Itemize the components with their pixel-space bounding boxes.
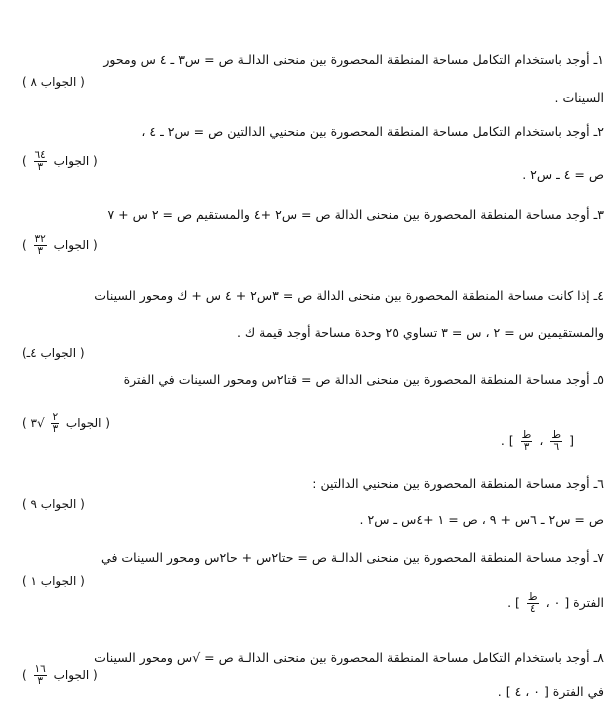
answer-close: ) xyxy=(22,238,27,252)
answer-fraction xyxy=(51,412,59,435)
question-5-interval xyxy=(501,430,574,453)
fraction-numerator: ط xyxy=(551,429,562,441)
question-2-answer xyxy=(22,150,98,173)
question-4-text-cont: والمستقيمين س = ٢ ، س = ٣ تساوي ٢٥ وحدة مساحة أوجد قيمة ك . xyxy=(236,325,604,340)
question-5-answer xyxy=(22,412,110,435)
fraction-denominator: ٣ xyxy=(52,423,59,435)
question-7-text: ٧ـ أوجد مساحة المنطقة المحصورة بين منحنى الدالـة ص = حتا٢س + حا٢س ومحور السينات في xyxy=(101,550,604,565)
answer-close: ) xyxy=(22,416,27,430)
interval-lower-fraction xyxy=(521,430,533,453)
fraction-numerator: ط xyxy=(527,591,538,603)
question-8-answer xyxy=(22,664,98,687)
question-2-text: ٢ـ أوجد باستخدام التكامل مساحة المنطقة المحصورة بين منحنيي الدالتين ص = س٢ ـ ٤ ، xyxy=(141,124,604,139)
fraction-denominator: ٣ xyxy=(37,161,43,173)
answer-label: ( الجواب xyxy=(65,416,110,430)
answer-label: ( الجواب xyxy=(53,154,98,168)
interval-prefix: الفترة [ ٠ ، xyxy=(545,595,604,610)
fraction-denominator: ٣ xyxy=(523,441,530,453)
answer-fraction xyxy=(34,150,47,173)
question-8-text: ٨ـ أوجد باستخدام التكامل مساحة المنطقة المحصورة بين منحنى الدالـة ص = √س ومحور السينات xyxy=(94,650,604,665)
question-7-answer: ( الجواب ١ ) xyxy=(22,574,85,588)
question-6-text: ٦ـ أوجد مساحة المنطقة المحصورة بين منحنيي الدالتين : xyxy=(312,476,604,491)
question-4-text: ٤ـ إذا كانت مساحة المنطقة المحصورة بين منحنى الدالة ص = ٣س٢ + ٤ س + ك ومحور السينات xyxy=(94,288,604,303)
answer-label: ( الجواب xyxy=(53,238,98,252)
fraction-numerator: ٢ xyxy=(52,411,59,423)
fraction-denominator: ٤ xyxy=(529,603,536,615)
interval-suffix: ] . xyxy=(507,595,520,610)
question-1-answer: ( الجواب ٨ ) xyxy=(22,75,85,89)
question-8-text-cont: في الفترة [ ٠ ، ٤ ] . xyxy=(497,684,604,699)
question-2-text-cont: ص = ٤ ـ س٢ . xyxy=(522,167,604,182)
question-4-answer: ( الجواب ٤ـ) xyxy=(22,346,85,360)
answer-root: √٣ xyxy=(30,416,45,430)
fraction-numerator: ٣٢ xyxy=(34,233,46,245)
question-6-text-cont: ص = س٢ ـ ٦س + ٩ ، ص = ١ +٤س ـ س٢ . xyxy=(359,512,604,527)
fraction-denominator: ٣ xyxy=(37,245,43,257)
question-6-answer: ( الجواب ٩ ) xyxy=(22,497,85,511)
question-1-text-cont: السينات . xyxy=(554,90,604,105)
question-3-answer xyxy=(22,234,98,257)
answer-close: ) xyxy=(22,154,27,168)
fraction-numerator: ٦٤ xyxy=(34,149,46,161)
fraction-denominator: ٦ xyxy=(553,441,560,453)
question-3-text: ٣ـ أوجد مساحة المنطقة المحصورة بين منحنى الدالة ص = س٢ +٤ والمستقيم ص = ٢ س + ٧ xyxy=(107,207,604,222)
interval-separator: ، xyxy=(539,433,544,448)
interval-close: ] xyxy=(569,433,574,448)
interval-upper-fraction xyxy=(527,592,539,615)
interval-open: . [ xyxy=(500,433,514,448)
question-5-text: ٥ـ أوجد مساحة المنطقة المحصورة بين منحنى الدالة ص = قتا٢س ومحور السينات في الفترة xyxy=(123,372,604,387)
answer-label: ( الجواب xyxy=(53,668,98,682)
answer-fraction xyxy=(34,664,47,687)
question-7-interval xyxy=(507,592,604,615)
fraction-denominator: ٣ xyxy=(37,675,43,687)
fraction-numerator: ١٦ xyxy=(34,663,46,675)
answer-close: ) xyxy=(22,668,27,682)
answer-fraction xyxy=(34,234,47,257)
question-1-text: ١ـ أوجد باستخدام التكامل مساحة المنطقة المحصورة بين منحنى الدالـة ص = س٣ ـ ٤ س ومحور xyxy=(103,52,604,67)
fraction-numerator: ط xyxy=(521,429,532,441)
interval-upper-fraction xyxy=(550,430,562,453)
